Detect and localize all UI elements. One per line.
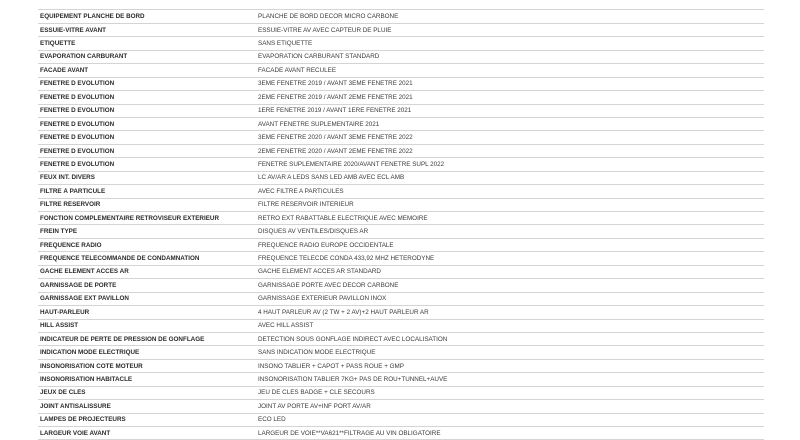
table-row <box>38 306 764 319</box>
row-key: LAMPES DE PROJECTEURS <box>40 416 126 424</box>
row-value: AVEC FILTRE A PARTICULES <box>258 187 344 195</box>
row-key: GARNISSAGE EXT PAVILLON <box>40 295 129 303</box>
table-row <box>38 279 764 292</box>
row-key: ESSUIE-VITRE AVANT <box>40 26 107 34</box>
table-row <box>38 387 764 400</box>
row-key: ETIQUETTE <box>40 40 76 48</box>
row-value: LC AV/AR A LEDS SANS LED AMB AVEC ECL AMB <box>258 174 405 182</box>
row-value: 3EME FENETRE 2020 / AVANT 3EME FENETRE 2022 <box>258 134 413 142</box>
row-value: DETECTION SOUS GONFLAGE INDIRECT AVEC LOCALISATION <box>258 335 448 343</box>
spec-table <box>38 0 764 440</box>
row-key: JEUX DE CLÉS <box>40 389 86 397</box>
table-row <box>38 118 764 131</box>
table-row <box>38 51 764 64</box>
row-key: JOINT ANTISALISSURE <box>40 402 111 410</box>
row-key: FENETRE D EVOLUTION <box>40 107 115 115</box>
row-value: FACADE AVANT RECULEE <box>258 66 337 74</box>
row-value: 2EME FENETRE 2020 / AVANT 2EME FENETRE 2022 <box>258 147 413 155</box>
table-row <box>38 225 764 238</box>
row-value: SANS ETIQUETTE <box>258 40 313 48</box>
table-row <box>38 199 764 212</box>
row-value: SANS INDICATION MODE ELECTRIQUE <box>258 349 376 357</box>
row-key: FILTRE À PARTICULE <box>40 187 106 195</box>
table-row <box>38 0 764 10</box>
table-row <box>38 360 764 373</box>
row-value: AVEC HILL ASSIST <box>258 322 314 330</box>
table-row <box>38 293 764 306</box>
row-value: ECO LED <box>258 416 286 424</box>
table-row <box>38 37 764 50</box>
row-key: FACADE AVANT <box>40 66 89 74</box>
table-row <box>38 78 764 91</box>
row-key: FONCTION COMPLÉMENTAIRE RÉTROVISEUR EXTÉRIEUR <box>40 214 220 222</box>
row-key: LARGEUR VOIE AVANT <box>40 429 111 437</box>
row-key: FENETRE D EVOLUTION <box>40 160 115 168</box>
row-value: RETRO EXT RABATTABLE ELECTRIQUE AVEC MEMOIRE <box>258 214 428 222</box>
row-value: 3EME FENETRE 2019 / AVANT 3EME FENETRE 2021 <box>258 80 413 88</box>
table-row <box>38 172 764 185</box>
row-value: PLANCHE DE BORD DECOR MICRO CARBONE <box>258 13 399 21</box>
table-row <box>38 10 764 23</box>
table-row <box>38 266 764 279</box>
row-value: FILTRE RESERVOIR INTERIEUR <box>258 201 354 209</box>
row-key: FENETRE D EVOLUTION <box>40 80 115 88</box>
row-value: INSONORISATION TABLIER 7KG+ PAS DE ROU+TUNNEL+AUVE <box>258 375 448 383</box>
table-row <box>38 131 764 144</box>
row-key: FENETRE D EVOLUTION <box>40 93 115 101</box>
row-key: FENETRE D EVOLUTION <box>40 120 115 128</box>
table-row <box>38 158 764 171</box>
row-value: ESSUIE-VITRE AV AVEC CAPTEUR DE PLUIE <box>258 26 392 34</box>
row-key: FRÉQUENCE TÉLÉCOMMANDE DE CONDAMNATION <box>40 255 200 263</box>
row-key: INSONORISATION COTÉ MOTEUR <box>40 362 143 370</box>
table-row <box>38 252 764 265</box>
row-key: GACHE ELEMENT ACCES AR <box>40 268 129 276</box>
row-value: EVAPORATION CARBURANT STANDARD <box>258 53 380 61</box>
row-key: EVAPORATION CARBURANT <box>40 53 128 61</box>
row-key: FEUX INT. DIVERS <box>40 174 95 182</box>
row-key: FENETRE D EVOLUTION <box>40 134 115 142</box>
table-row <box>38 427 764 440</box>
table-row <box>38 105 764 118</box>
row-value: GACHE ELEMENT ACCES AR STANDARD <box>258 268 381 276</box>
table-row <box>38 333 764 346</box>
table-row <box>38 91 764 104</box>
row-value: INSONO TABLIER + CAPOT + PASS ROUE + GMP <box>258 362 404 370</box>
row-key: FENETRE D EVOLUTION <box>40 147 115 155</box>
row-key: FILTRE RÉSERVOIR <box>40 201 101 209</box>
row-key: FRÉQUENCE RADIO <box>40 241 102 249</box>
row-value: 4 HAUT PARLEUR AV (2 TW + 2 AV)+2 HAUT PARLEUR AR <box>258 308 429 316</box>
row-value: AVANT FENETRE SUPLEMENTAIRE 2021 <box>258 120 380 128</box>
table-row <box>38 346 764 359</box>
row-value: JEU DE CLES BADGE + CLE SECOURS <box>258 389 375 397</box>
row-value: FENETRE SUPLEMENTAIRE 2020/AVANT FENETRE SUPL 2022 <box>258 160 445 168</box>
row-value: FREQUENCE TELECDE CONDA 433,92 MHZ HETERODYNE <box>258 255 435 263</box>
table-row <box>38 185 764 198</box>
row-value: FREQUENCE RADIO EUROPE OCCIDENTALE <box>258 241 394 249</box>
table-row <box>38 239 764 252</box>
row-value: DISQUES AV VENTILES/DISQUES AR <box>258 228 369 236</box>
row-key: INDICATION MODE ELECTRIQUE <box>40 349 140 357</box>
row-value: GARNISSAGE PORTE AVEC DECOR CARBONE <box>258 281 399 289</box>
row-value: GARNISSAGE EXTERIEUR PAVILLON INOX <box>258 295 387 303</box>
table-row <box>38 400 764 413</box>
row-value: 1ERE FENETRE 2019 / AVANT 1ERE FENETRE 2021 <box>258 107 412 115</box>
table-row <box>38 24 764 37</box>
row-key: EQUIPEMENT PLANCHE DE BORD <box>40 13 145 21</box>
row-key: HAUT-PARLEUR <box>40 308 90 316</box>
table-row <box>38 64 764 77</box>
row-value: 2EME FENETRE 2019 / AVANT 2EME FENETRE 2021 <box>258 93 413 101</box>
row-value: JOINT AV PORTE AV+INF PORT AV/AR <box>258 402 371 410</box>
row-key: FREIN TYPE <box>40 228 78 236</box>
table-row <box>38 145 764 158</box>
table-row <box>38 212 764 225</box>
table-row <box>38 373 764 386</box>
row-key: INDICATEUR DE PERTE DE PRESSION DE GONFLAGE <box>40 335 205 343</box>
row-key: HILL ASSIST <box>40 322 79 330</box>
row-value: LARGEUR DE VOIE**VA621**FILTRAGE AU VIN OBLIGATOIRE <box>258 429 441 437</box>
row-key: GARNISSAGE DE PORTE <box>40 281 117 289</box>
row-key: INSONORISATION HABITACLE <box>40 375 133 383</box>
table-row <box>38 320 764 333</box>
